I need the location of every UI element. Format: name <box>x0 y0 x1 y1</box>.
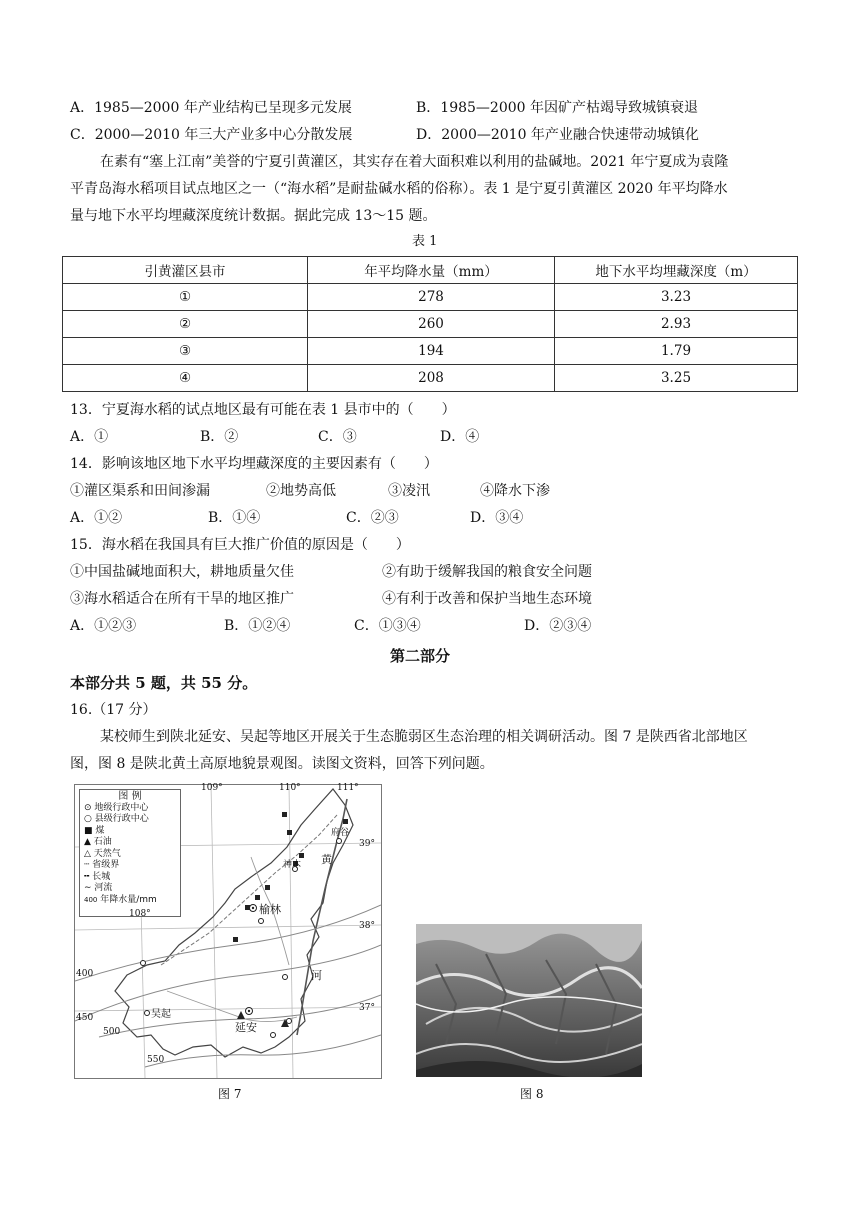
q12-option-a: A．1985—2000 年产业结构已呈现多元发展 <box>70 100 352 116</box>
table-header-cell: 年平均降水量（mm） <box>308 257 555 284</box>
q13-stem: 13．宁夏海水稻的试点地区最有可能在表 1 县市中的（ ） <box>70 402 456 418</box>
legend-item: ▲ 石油 <box>84 837 112 847</box>
q15-statement-2: ②有助于缓解我国的粮食安全问题 <box>382 564 592 580</box>
q16-line-1: 某校师生到陕北延安、吴起等地区开展关于生态脆弱区生态治理的相关调研活动。图 7 是陕西省北部地区 <box>100 729 748 745</box>
table-row <box>63 311 798 338</box>
river-label: 河 <box>311 969 322 982</box>
intro-line-1: 在素有“塞上江南”美誉的宁夏引黄灌区，其实存在着大面积难以利用的盐碱地。2021 年宁夏成为袁隆 <box>100 154 729 170</box>
q15-stem: 15．海水稻在我国具有巨大推广价值的原因是（ ） <box>70 537 410 553</box>
q15-option-b: B．①②④ <box>224 618 291 634</box>
q14-statement-4: ④降水下渗 <box>480 483 550 499</box>
isohyet-label: 400 <box>76 969 94 979</box>
table-header-row <box>63 257 798 284</box>
table-row <box>63 365 798 392</box>
q14-statement-1: ①灌区渠系和田间渗漏 <box>70 483 210 499</box>
q12-option-c: C．2000—2010 年三大产业多中心分散发展 <box>70 127 353 143</box>
q13-option-d: D．④ <box>440 429 480 445</box>
q14-statement-3: ③凌汛 <box>388 483 430 499</box>
place-name: 吴起 <box>151 1009 171 1020</box>
isohyet-label: 550 <box>147 1055 165 1065</box>
q14-stem: 14．影响该地区地下水平均埋藏深度的主要因素有（ ） <box>70 456 438 472</box>
legend-title: 图 例 <box>118 791 142 802</box>
table-cell: 194 <box>308 338 555 365</box>
prefecture-center-icon: ⊙ <box>84 802 92 813</box>
lat-label: 37° <box>359 1003 375 1013</box>
part2-summary: 本部分共 5 题，共 55 分。 <box>70 674 258 692</box>
table-header-cell: 地下水平均埋藏深度（m） <box>555 257 798 284</box>
gas-icon: △ <box>84 848 91 859</box>
q12-option-d: D．2000—2010 年产业融合快速带动城镇化 <box>416 127 699 143</box>
legend-item: ∼ 河流 <box>84 883 113 893</box>
table-header-cell: 引黄灌区县市 <box>63 257 308 284</box>
table-cell: 3.23 <box>555 284 798 311</box>
q15-statement-3: ③海水稻适合在所有干旱的地区推广 <box>70 591 294 607</box>
table-caption: 表 1 <box>412 234 438 249</box>
lat-label: 39° <box>359 839 375 849</box>
q13-option-b: B．② <box>200 429 239 445</box>
legend-item: ○ 县级行政中心 <box>84 814 149 824</box>
part2-title: 第二部分 <box>390 647 451 665</box>
figure7-caption: 图 7 <box>218 1087 242 1101</box>
data-table <box>62 256 798 392</box>
table-cell: ② <box>63 311 308 338</box>
lon-label: 109° <box>201 783 223 793</box>
lon-label: 111° <box>337 783 359 793</box>
table-cell: 208 <box>308 365 555 392</box>
q15-option-a: A．①②③ <box>70 618 137 634</box>
q14-statement-2: ②地势高低 <box>266 483 336 499</box>
place-name: 神木 <box>283 860 302 870</box>
legend-item: ⊙ 地级行政中心 <box>84 802 149 813</box>
q15-option-c: C．①③④ <box>354 618 421 634</box>
river-label: 黄 <box>321 853 332 866</box>
table-cell: ① <box>63 284 308 311</box>
table-row <box>63 338 798 365</box>
place-name: 府谷 <box>331 828 350 838</box>
legend-item: ■ 煤 <box>84 825 105 836</box>
map-legend <box>79 789 181 917</box>
table-cell: ③ <box>63 338 308 365</box>
table-cell: 260 <box>308 311 555 338</box>
q15-statement-1: ①中国盐碱地面积大，耕地质量欠佳 <box>70 564 294 580</box>
table-cell: ④ <box>63 365 308 392</box>
province-border-icon: ┄ <box>84 860 90 870</box>
figure8-photo <box>416 924 642 1077</box>
q16-number: 16.（17 分） <box>70 702 157 718</box>
table-cell: 278 <box>308 284 555 311</box>
q14-option-a: A．①② <box>70 510 123 526</box>
river-icon: ∼ <box>84 883 92 893</box>
q14-option-c: C．②③ <box>346 510 399 526</box>
isohyet-label: 450 <box>76 1013 94 1023</box>
loess-landscape-image <box>416 924 642 1077</box>
table-cell: 3.25 <box>555 365 798 392</box>
great-wall-icon: ╍ <box>84 871 90 882</box>
q12-option-b: B．1985—2000 年因矿产枯竭导致城镇衰退 <box>416 100 698 116</box>
table-cell: 1.79 <box>555 338 798 365</box>
figure8-caption: 图 8 <box>520 1087 544 1101</box>
legend-item: ╍ 长城 <box>84 871 111 882</box>
county-center-icon: ○ <box>84 814 92 824</box>
q15-option-d: D．②③④ <box>524 618 592 634</box>
isohyet-label: 500 <box>103 1027 121 1037</box>
legend-item: ┄ 省级界 <box>84 860 120 870</box>
isohyet-sample: 400 <box>84 895 98 904</box>
q16-line-2: 图，图 8 是陕北黄土高原地貌景观图。读图文资料，回答下列问题。 <box>70 756 494 772</box>
table-row <box>63 284 798 311</box>
lon-label: 110° <box>279 783 301 793</box>
figure7-map <box>74 784 382 1079</box>
coal-icon: ■ <box>84 825 93 836</box>
intro-line-3: 量与地下水平均埋藏深度统计数据。据此完成 13～15 题。 <box>70 208 437 224</box>
q14-option-b: B．①④ <box>208 510 261 526</box>
table-cell: 2.93 <box>555 311 798 338</box>
lat-label: 38° <box>359 921 375 931</box>
place-name: 延安 <box>235 1021 257 1034</box>
q14-option-d: D．③④ <box>470 510 524 526</box>
q13-option-a: A．① <box>70 429 109 445</box>
q15-statement-4: ④有利于改善和保护当地生态环境 <box>382 591 592 607</box>
lon-label: 108° <box>129 909 151 919</box>
legend-item: 400 年降水量/mm <box>84 894 157 905</box>
intro-line-2: 平青岛海水稻项目试点地区之一（“海水稻”是耐盐碱水稻的俗称）。表 1 是宁夏引黄灌区 2020 年平均降水 <box>70 181 728 197</box>
q13-option-c: C．③ <box>318 429 357 445</box>
legend-item: △ 天然气 <box>84 848 121 859</box>
oil-icon: ▲ <box>84 837 91 847</box>
place-name: 榆林 <box>259 903 281 916</box>
